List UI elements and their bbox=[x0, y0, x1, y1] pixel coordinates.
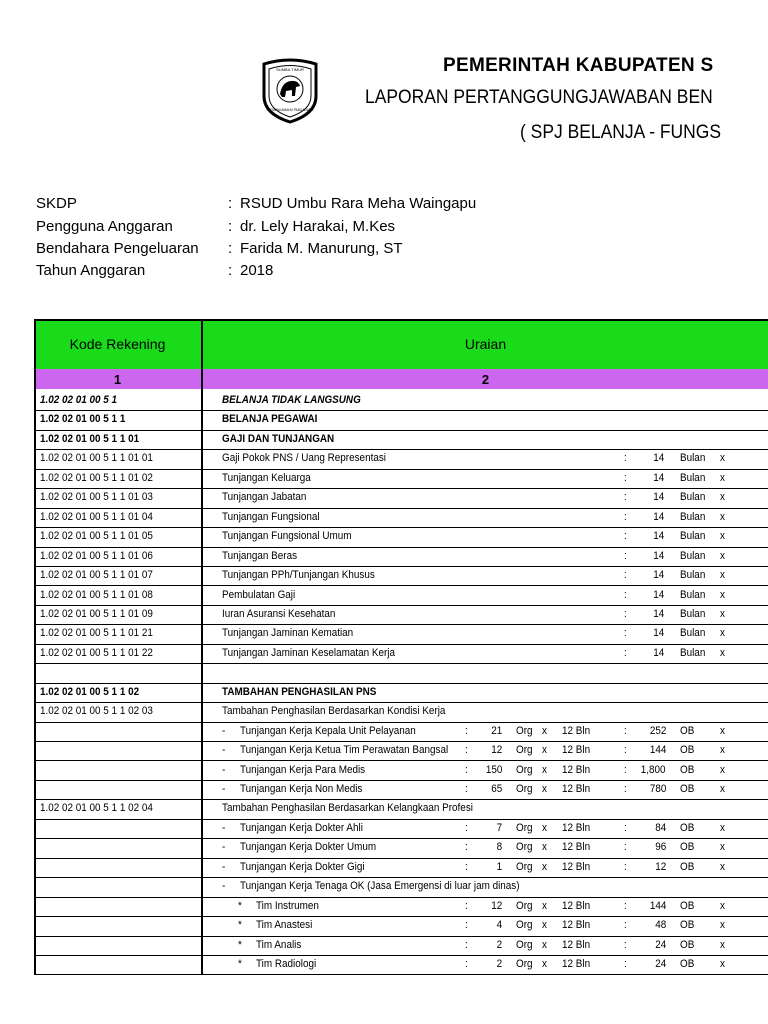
person-count: 21 bbox=[490, 724, 502, 737]
person-unit: Org bbox=[516, 860, 533, 873]
info-row bbox=[36, 240, 636, 260]
colon-1: : bbox=[465, 899, 468, 912]
colon-1: : bbox=[465, 860, 468, 873]
quantity-unit: OB bbox=[680, 899, 695, 912]
account-code: 1.02 02 01 00 5 1 1 01 05 bbox=[40, 530, 153, 543]
colon-2: : bbox=[624, 763, 627, 776]
person-count: 150 bbox=[485, 763, 502, 776]
colon-1: : bbox=[465, 821, 468, 834]
times-2: x bbox=[720, 510, 725, 523]
quantity-unit: OB bbox=[680, 841, 695, 854]
person-count: 7 bbox=[496, 821, 502, 834]
quantity-unit: Bulan bbox=[680, 646, 706, 659]
colon-2: : bbox=[624, 724, 627, 737]
description: Tim Analis bbox=[256, 938, 302, 951]
description: Tunjangan Jaminan Keselamatan Kerja bbox=[222, 646, 395, 659]
account-code: 1.02 02 01 00 5 1 1 01 09 bbox=[40, 607, 153, 620]
description: Tambahan Penghasilan Berdasarkan Kelangkaan Profesi bbox=[222, 802, 473, 815]
times-1: x bbox=[542, 919, 547, 932]
quantity: 84 bbox=[654, 821, 666, 834]
times-1: x bbox=[542, 899, 547, 912]
colon-2: : bbox=[624, 919, 627, 932]
quantity: 14 bbox=[652, 549, 664, 562]
times-1: x bbox=[542, 860, 547, 873]
dash-bullet: - bbox=[222, 744, 226, 757]
description: Tunjangan Jaminan Kematian bbox=[222, 627, 354, 640]
table-row bbox=[34, 449, 768, 469]
quantity-unit: OB bbox=[680, 724, 695, 737]
star-bullet: * bbox=[238, 899, 242, 912]
description: Tunjangan Kerja Dokter Umum bbox=[240, 841, 377, 854]
account-code: 1.02 02 01 00 5 1 1 01 08 bbox=[40, 588, 153, 601]
quantity-unit: OB bbox=[680, 919, 695, 932]
logo-top-text: SUMBA TIMUR bbox=[276, 67, 304, 72]
table-border-top bbox=[34, 319, 768, 321]
column-header-uraian bbox=[203, 319, 768, 369]
account-code: 1.02 02 01 00 5 1 1 01 07 bbox=[40, 569, 153, 582]
times-2: x bbox=[720, 958, 725, 971]
quantity-unit: Bulan bbox=[680, 471, 706, 484]
months: 12 Bln bbox=[562, 783, 591, 795]
table-row bbox=[34, 488, 768, 508]
person-count: 2 bbox=[496, 938, 502, 951]
person-count: 12 bbox=[490, 744, 502, 757]
description: GAJI DAN TUNJANGAN bbox=[222, 432, 335, 445]
table-row bbox=[34, 955, 768, 975]
description: Tunjangan Fungsional bbox=[222, 510, 320, 523]
times-2: x bbox=[720, 763, 725, 776]
quantity: 144 bbox=[649, 899, 666, 912]
account-code: 1.02 02 01 00 5 1 1 01 03 bbox=[40, 491, 153, 504]
table-row bbox=[34, 430, 768, 450]
account-code: 1.02 02 01 00 5 1 1 01 04 bbox=[40, 510, 153, 523]
info-value: 2018 bbox=[240, 262, 274, 279]
quantity: 1,800 bbox=[641, 763, 666, 776]
quantity: 14 bbox=[652, 510, 664, 523]
colon-1: : bbox=[465, 763, 468, 776]
times-1: x bbox=[542, 938, 547, 951]
months: 12 Bln bbox=[562, 860, 591, 873]
table-row bbox=[34, 702, 768, 722]
times-1: x bbox=[542, 821, 547, 834]
quantity-unit: Bulan bbox=[680, 491, 706, 504]
info-colon: : bbox=[228, 240, 233, 257]
times-2: x bbox=[720, 549, 725, 562]
info-label: Bendahara Pengeluaran bbox=[36, 240, 199, 257]
column-header-kode-rekening bbox=[34, 319, 201, 369]
regency-emblem-logo bbox=[258, 56, 322, 124]
colon-2: : bbox=[624, 588, 627, 601]
person-unit: Org bbox=[516, 744, 533, 757]
info-value: Farida M. Manurung, ST bbox=[240, 240, 403, 257]
info-row bbox=[36, 218, 636, 238]
dash-bullet: - bbox=[222, 724, 226, 737]
months: 12 Bln bbox=[562, 724, 591, 737]
description: Tunjangan Fungsional Umum bbox=[222, 530, 352, 543]
person-unit: Org bbox=[516, 919, 533, 932]
quantity-unit: Bulan bbox=[680, 549, 706, 562]
colon-2: : bbox=[624, 860, 627, 873]
logo-bottom-text: MATAWAI AMAHU PADA NJARA bbox=[266, 108, 314, 112]
person-count: 65 bbox=[490, 783, 502, 795]
person-unit: Org bbox=[516, 958, 533, 971]
info-label: SKDP bbox=[36, 195, 77, 212]
account-code: 1.02 02 01 00 5 1 1 01 01 bbox=[40, 452, 153, 465]
months: 12 Bln bbox=[562, 958, 591, 971]
description: Tim Radiologi bbox=[256, 958, 317, 971]
dash-bullet: - bbox=[222, 860, 226, 873]
table-row bbox=[34, 819, 768, 839]
months: 12 Bln bbox=[562, 919, 591, 932]
quantity-unit: Bulan bbox=[680, 588, 706, 601]
account-code: 1.02 02 01 00 5 1 1 bbox=[40, 413, 126, 426]
dash-bullet: - bbox=[222, 763, 226, 776]
column-header-kode-rekening-label: Kode Rekening bbox=[69, 336, 166, 352]
times-2: x bbox=[720, 860, 725, 873]
colon-2: : bbox=[624, 491, 627, 504]
colon-1: : bbox=[465, 783, 468, 795]
quantity: 14 bbox=[652, 588, 664, 601]
colon-2: : bbox=[624, 452, 627, 465]
account-code: 1.02 02 01 00 5 1 1 01 06 bbox=[40, 549, 153, 562]
colon-2: : bbox=[624, 744, 627, 757]
description: Tunjangan Kerja Kepala Unit Pelayanan bbox=[240, 724, 416, 737]
quantity-unit: Bulan bbox=[680, 452, 706, 465]
dash-bullet: - bbox=[222, 880, 226, 893]
quantity-unit: OB bbox=[680, 744, 695, 757]
info-row bbox=[36, 195, 636, 215]
colon-2: : bbox=[624, 783, 627, 795]
quantity: 14 bbox=[652, 452, 664, 465]
times-1: x bbox=[542, 724, 547, 737]
months: 12 Bln bbox=[562, 763, 591, 776]
quantity-unit: OB bbox=[680, 783, 695, 795]
info-value: dr. Lely Harakai, M.Kes bbox=[240, 218, 396, 235]
table-row bbox=[34, 858, 768, 878]
table-row bbox=[34, 469, 768, 489]
account-code: 1.02 02 01 00 5 1 1 01 bbox=[40, 432, 140, 445]
times-2: x bbox=[720, 938, 725, 951]
account-code: 1.02 02 01 00 5 1 bbox=[40, 394, 118, 406]
times-2: x bbox=[720, 744, 725, 757]
quantity-unit: Bulan bbox=[680, 510, 706, 523]
quantity: 14 bbox=[652, 569, 664, 582]
months: 12 Bln bbox=[562, 938, 591, 951]
quantity: 14 bbox=[652, 491, 664, 504]
description: Tim Anastesi bbox=[256, 919, 313, 932]
description: Tunjangan Kerja Non Medis bbox=[240, 783, 363, 795]
table-row bbox=[34, 722, 768, 742]
quantity-unit: Bulan bbox=[680, 530, 706, 543]
quantity-unit: OB bbox=[680, 938, 695, 951]
description: Iuran Asuransi Kesehatan bbox=[222, 607, 336, 620]
colon-2: : bbox=[624, 607, 627, 620]
column-number-1 bbox=[34, 369, 201, 389]
description: Tunjangan Beras bbox=[222, 549, 298, 562]
quantity: 780 bbox=[649, 783, 666, 795]
person-unit: Org bbox=[516, 899, 533, 912]
quantity: 96 bbox=[654, 841, 666, 854]
description: Tunjangan Kerja Dokter Gigi bbox=[240, 860, 365, 873]
times-2: x bbox=[720, 646, 725, 659]
colon-2: : bbox=[624, 549, 627, 562]
times-2: x bbox=[720, 588, 725, 601]
description: Gaji Pokok PNS / Uang Representasi bbox=[222, 452, 386, 465]
colon-1: : bbox=[465, 841, 468, 854]
colon-1: : bbox=[465, 919, 468, 932]
table-row bbox=[34, 936, 768, 956]
description: Tambahan Penghasilan Berdasarkan Kondisi Kerja bbox=[222, 705, 446, 718]
quantity-unit: OB bbox=[680, 860, 695, 873]
description: Tunjangan Keluarga bbox=[222, 471, 311, 484]
dash-bullet: - bbox=[222, 841, 226, 854]
times-2: x bbox=[720, 569, 725, 582]
dash-bullet: - bbox=[222, 821, 226, 834]
times-1: x bbox=[542, 841, 547, 854]
dash-bullet: - bbox=[222, 783, 226, 795]
table-row bbox=[34, 838, 768, 858]
quantity: 12 bbox=[654, 860, 666, 873]
description: BELANJA TIDAK LANGSUNG bbox=[222, 394, 361, 406]
colon-2: : bbox=[624, 510, 627, 523]
times-2: x bbox=[720, 783, 725, 795]
star-bullet: * bbox=[238, 919, 242, 932]
description: TAMBAHAN PENGHASILAN PNS bbox=[222, 685, 377, 698]
table-row bbox=[34, 761, 768, 781]
info-colon: : bbox=[228, 195, 233, 212]
table-row bbox=[34, 683, 768, 703]
quantity: 14 bbox=[652, 471, 664, 484]
quantity: 24 bbox=[654, 958, 666, 971]
description: Pembulatan Gaji bbox=[222, 588, 296, 601]
times-1: x bbox=[542, 744, 547, 757]
table-row bbox=[34, 663, 768, 683]
colon-1: : bbox=[465, 724, 468, 737]
column-number-1-label: 1 bbox=[113, 371, 122, 387]
description: Tunjangan Kerja Ketua Tim Perawatan Bangsal bbox=[240, 744, 449, 757]
description: Tim Instrumen bbox=[256, 899, 319, 912]
times-1: x bbox=[542, 783, 547, 795]
table-row bbox=[34, 624, 768, 644]
account-code: 1.02 02 01 00 5 1 1 01 21 bbox=[40, 627, 153, 640]
table-row bbox=[34, 780, 768, 800]
times-2: x bbox=[720, 452, 725, 465]
person-unit: Org bbox=[516, 821, 533, 834]
quantity-unit: OB bbox=[680, 821, 695, 834]
quantity: 14 bbox=[652, 627, 664, 640]
description: Tunjangan Kerja Tenaga OK (Jasa Emergensi di luar jam dinas) bbox=[240, 880, 520, 893]
table-row bbox=[34, 527, 768, 547]
months: 12 Bln bbox=[562, 899, 591, 912]
months: 12 Bln bbox=[562, 841, 591, 854]
colon-2: : bbox=[624, 899, 627, 912]
table-row bbox=[34, 508, 768, 528]
colon-2: : bbox=[624, 841, 627, 854]
times-2: x bbox=[720, 919, 725, 932]
colon-1: : bbox=[465, 744, 468, 757]
quantity: 48 bbox=[654, 919, 666, 932]
quantity: 252 bbox=[649, 724, 666, 737]
description: Tunjangan Kerja Dokter Ahli bbox=[240, 821, 363, 834]
column-header-uraian-label: Uraian bbox=[464, 336, 507, 352]
table-row bbox=[34, 410, 768, 430]
table-row bbox=[34, 799, 768, 819]
quantity: 14 bbox=[652, 607, 664, 620]
table-row bbox=[34, 605, 768, 625]
person-count: 2 bbox=[496, 958, 502, 971]
person-unit: Org bbox=[516, 841, 533, 854]
account-code: 1.02 02 01 00 5 1 1 02 04 bbox=[40, 802, 153, 815]
times-2: x bbox=[720, 899, 725, 912]
table-row bbox=[34, 741, 768, 761]
column-number-2-label: 2 bbox=[481, 371, 490, 387]
table-row bbox=[34, 916, 768, 936]
times-2: x bbox=[720, 724, 725, 737]
colon-2: : bbox=[624, 958, 627, 971]
quantity: 24 bbox=[654, 938, 666, 951]
quantity: 14 bbox=[652, 530, 664, 543]
times-2: x bbox=[720, 530, 725, 543]
colon-2: : bbox=[624, 938, 627, 951]
column-number-2 bbox=[203, 369, 768, 389]
colon-2: : bbox=[624, 569, 627, 582]
times-2: x bbox=[720, 491, 725, 504]
table-row bbox=[34, 897, 768, 917]
times-1: x bbox=[542, 958, 547, 971]
person-count: 4 bbox=[496, 919, 502, 932]
info-value: RSUD Umbu Rara Meha Waingapu bbox=[240, 195, 477, 212]
times-2: x bbox=[720, 821, 725, 834]
table-row bbox=[34, 644, 768, 664]
quantity: 144 bbox=[649, 744, 666, 757]
info-colon: : bbox=[228, 218, 233, 235]
quantity-unit: Bulan bbox=[680, 569, 706, 582]
person-unit: Org bbox=[516, 938, 533, 951]
colon-1: : bbox=[465, 958, 468, 971]
account-code: 1.02 02 01 00 5 1 1 02 bbox=[40, 685, 140, 698]
table-row bbox=[34, 586, 768, 606]
report-subtitle: ( SPJ BELANJA - FUNGS bbox=[520, 122, 722, 143]
quantity-unit: OB bbox=[680, 958, 695, 971]
quantity-unit: Bulan bbox=[680, 627, 706, 640]
colon-2: : bbox=[624, 821, 627, 834]
info-label: Tahun Anggaran bbox=[36, 262, 146, 279]
quantity: 14 bbox=[652, 646, 664, 659]
description: Tunjangan PPh/Tunjangan Khusus bbox=[222, 569, 375, 582]
star-bullet: * bbox=[238, 938, 242, 951]
account-code: 1.02 02 01 00 5 1 1 02 03 bbox=[40, 705, 153, 718]
description: Tunjangan Jabatan bbox=[222, 491, 307, 504]
months: 12 Bln bbox=[562, 744, 591, 757]
times-1: x bbox=[542, 763, 547, 776]
table-row bbox=[34, 566, 768, 586]
government-title: PEMERINTAH KABUPATEN S bbox=[443, 55, 714, 76]
person-count: 12 bbox=[490, 899, 502, 912]
table-row bbox=[34, 877, 768, 897]
person-unit: Org bbox=[516, 783, 533, 795]
person-unit: Org bbox=[516, 763, 533, 776]
colon-2: : bbox=[624, 646, 627, 659]
colon-2: : bbox=[624, 627, 627, 640]
person-count: 8 bbox=[496, 841, 502, 854]
info-row bbox=[36, 262, 636, 282]
times-2: x bbox=[720, 627, 725, 640]
colon-1: : bbox=[465, 938, 468, 951]
colon-2: : bbox=[624, 471, 627, 484]
account-code: 1.02 02 01 00 5 1 1 01 02 bbox=[40, 471, 153, 484]
table-row bbox=[34, 547, 768, 567]
report-title: LAPORAN PERTANGGUNGJAWABAN BEN bbox=[365, 87, 713, 108]
description: BELANJA PEGAWAI bbox=[222, 413, 318, 426]
table-row bbox=[34, 391, 768, 411]
info-label: Pengguna Anggaran bbox=[36, 218, 173, 235]
quantity-unit: OB bbox=[680, 763, 695, 776]
times-2: x bbox=[720, 607, 725, 620]
times-2: x bbox=[720, 471, 725, 484]
months: 12 Bln bbox=[562, 821, 591, 834]
colon-2: : bbox=[624, 530, 627, 543]
account-code: 1.02 02 01 00 5 1 1 01 22 bbox=[40, 646, 153, 659]
quantity-unit: Bulan bbox=[680, 607, 706, 620]
times-2: x bbox=[720, 841, 725, 854]
info-colon: : bbox=[228, 262, 233, 279]
person-unit: Org bbox=[516, 724, 533, 737]
description: Tunjangan Kerja Para Medis bbox=[240, 763, 366, 776]
person-count: 1 bbox=[496, 860, 502, 873]
star-bullet: * bbox=[238, 958, 242, 971]
